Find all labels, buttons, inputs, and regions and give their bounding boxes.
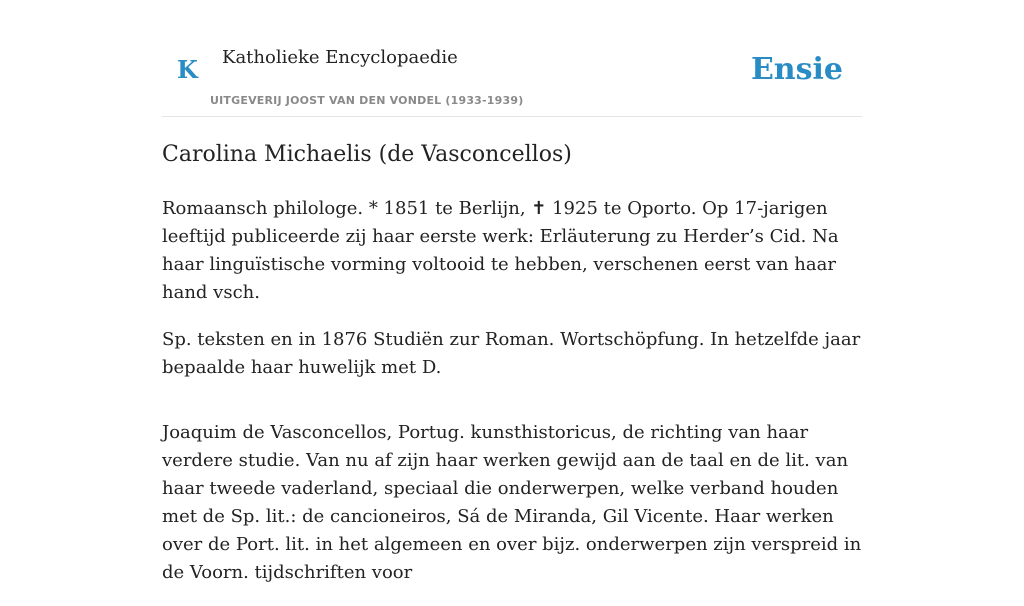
article-paragraph: Romaansch philologe. * 1851 te Berlijn, ✝ 1925 te Oporto. Op 17-jarigen leeftijd publiceerde zij haar eerste werk: Erläuterung zu Herder’s Cid. Na haar linguïstische vorming voltooid te hebben, verschenen eerst van haar hand vsch. (162, 198, 839, 303)
encyclopedia-logo[interactable]: K (177, 55, 198, 84)
article-paragraph: Sp. teksten en in 1876 Studiën zur Roman. Wortschöpfung. In hetzelfde jaar bepaalde haar huwelijk met D. (162, 329, 861, 378)
encyclopedia-title[interactable]: Katholieke Encyclopaedie (222, 47, 458, 68)
site-header (162, 0, 862, 117)
article (162, 138, 862, 606)
article-paragraph: Joaquim de Vasconcellos, Portug. kunsthistoricus, de richting van haar verdere studie. Van nu af zijn haar werken gewijd aan de taal en de lit. van haar tweede vaderland, speciaal die onderwerpen, welke verband houden met de Sp. lit.: de cancioneiros, Sá de Miranda, Gil Vicente. Haar werken over de Port. lit. in het algemeen en over bijz. onderwerpen zijn verspreid in de Voorn. tijdschriften voor (162, 422, 862, 583)
article-title: Carolina Michaelis (de Vasconcellos) (162, 142, 572, 167)
publisher-subtitle: UITGEVERIJ JOOST VAN DEN VONDEL (1933-1939) (210, 94, 524, 107)
ensie-brand-link[interactable]: Ensie (750, 52, 843, 87)
